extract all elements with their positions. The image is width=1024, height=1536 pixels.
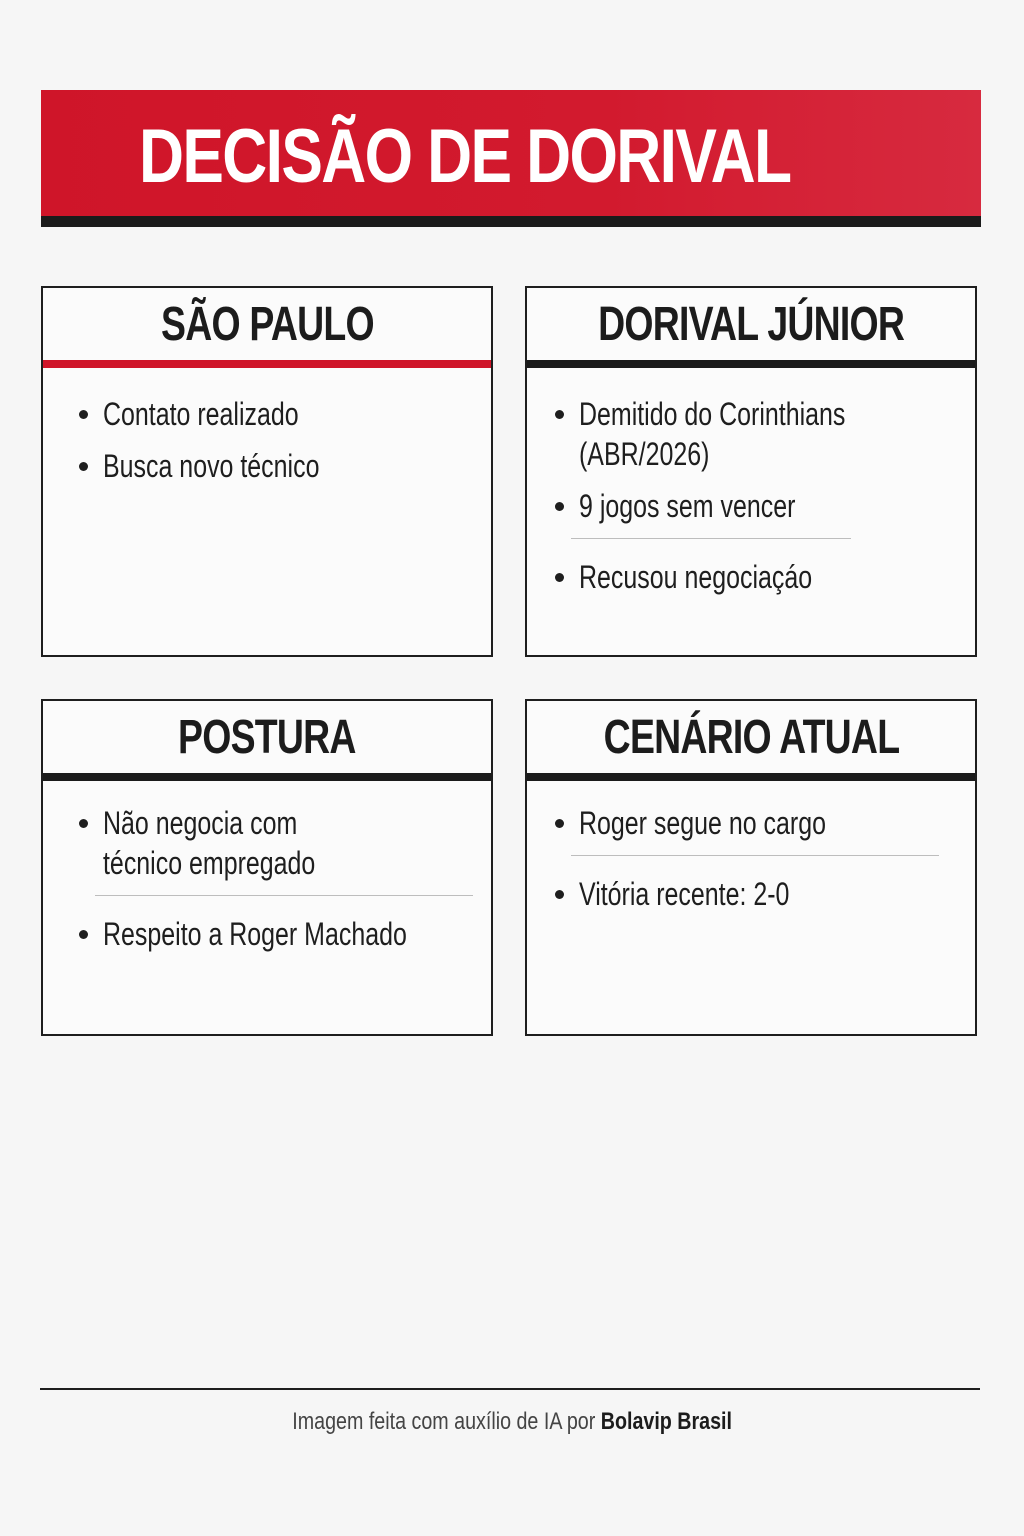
list-item: Respeito a Roger Machado <box>79 914 461 954</box>
page-title: DECISÃO DE DORIVAL <box>139 114 791 199</box>
card-header <box>527 288 975 368</box>
footer-text: Imagem feita com auxílio de IA por <box>292 1408 596 1435</box>
card-cenario-atual <box>525 699 977 1036</box>
card-dorival-junior <box>525 286 977 657</box>
bullet-icon <box>555 573 564 582</box>
bullet-icon <box>79 819 88 828</box>
list-item: Demitido do Corinthians (ABR/2026) <box>555 394 945 474</box>
list-item: Não negocia com técnico empregado <box>79 803 461 883</box>
list-item: Busca novo técnico <box>79 446 461 486</box>
card-sao-paulo <box>41 286 493 657</box>
title-banner <box>41 90 981 227</box>
bullet-icon <box>79 462 88 471</box>
card-title: DORIVAL JÚNIOR <box>598 297 904 351</box>
card-title: CENÁRIO ATUAL <box>603 710 899 764</box>
card-postura <box>41 699 493 1036</box>
bullet-icon <box>555 502 564 511</box>
list-item: Roger segue no cargo <box>555 803 945 843</box>
list-item: Recusou negociaçáo <box>555 557 945 597</box>
footer-brand: Bolavip Brasil <box>600 1408 732 1435</box>
bullet-icon <box>555 890 564 899</box>
list-item: 9 jogos sem vencer <box>555 486 945 526</box>
divider <box>571 855 939 856</box>
list-item: Contato realizado <box>79 394 461 434</box>
divider <box>95 895 473 896</box>
bullet-icon <box>555 819 564 828</box>
divider <box>571 538 851 539</box>
list-item: Vitória recente: 2-0 <box>555 874 945 914</box>
footer-divider <box>40 1388 980 1390</box>
bullet-icon <box>555 410 564 419</box>
card-header <box>43 288 491 368</box>
footer-credit <box>0 1408 1024 1436</box>
bullet-icon <box>79 410 88 419</box>
card-header <box>43 701 491 781</box>
card-title: POSTURA <box>178 710 356 764</box>
bullet-icon <box>79 930 88 939</box>
card-title: SÃO PAULO <box>160 297 374 351</box>
card-header <box>527 701 975 781</box>
